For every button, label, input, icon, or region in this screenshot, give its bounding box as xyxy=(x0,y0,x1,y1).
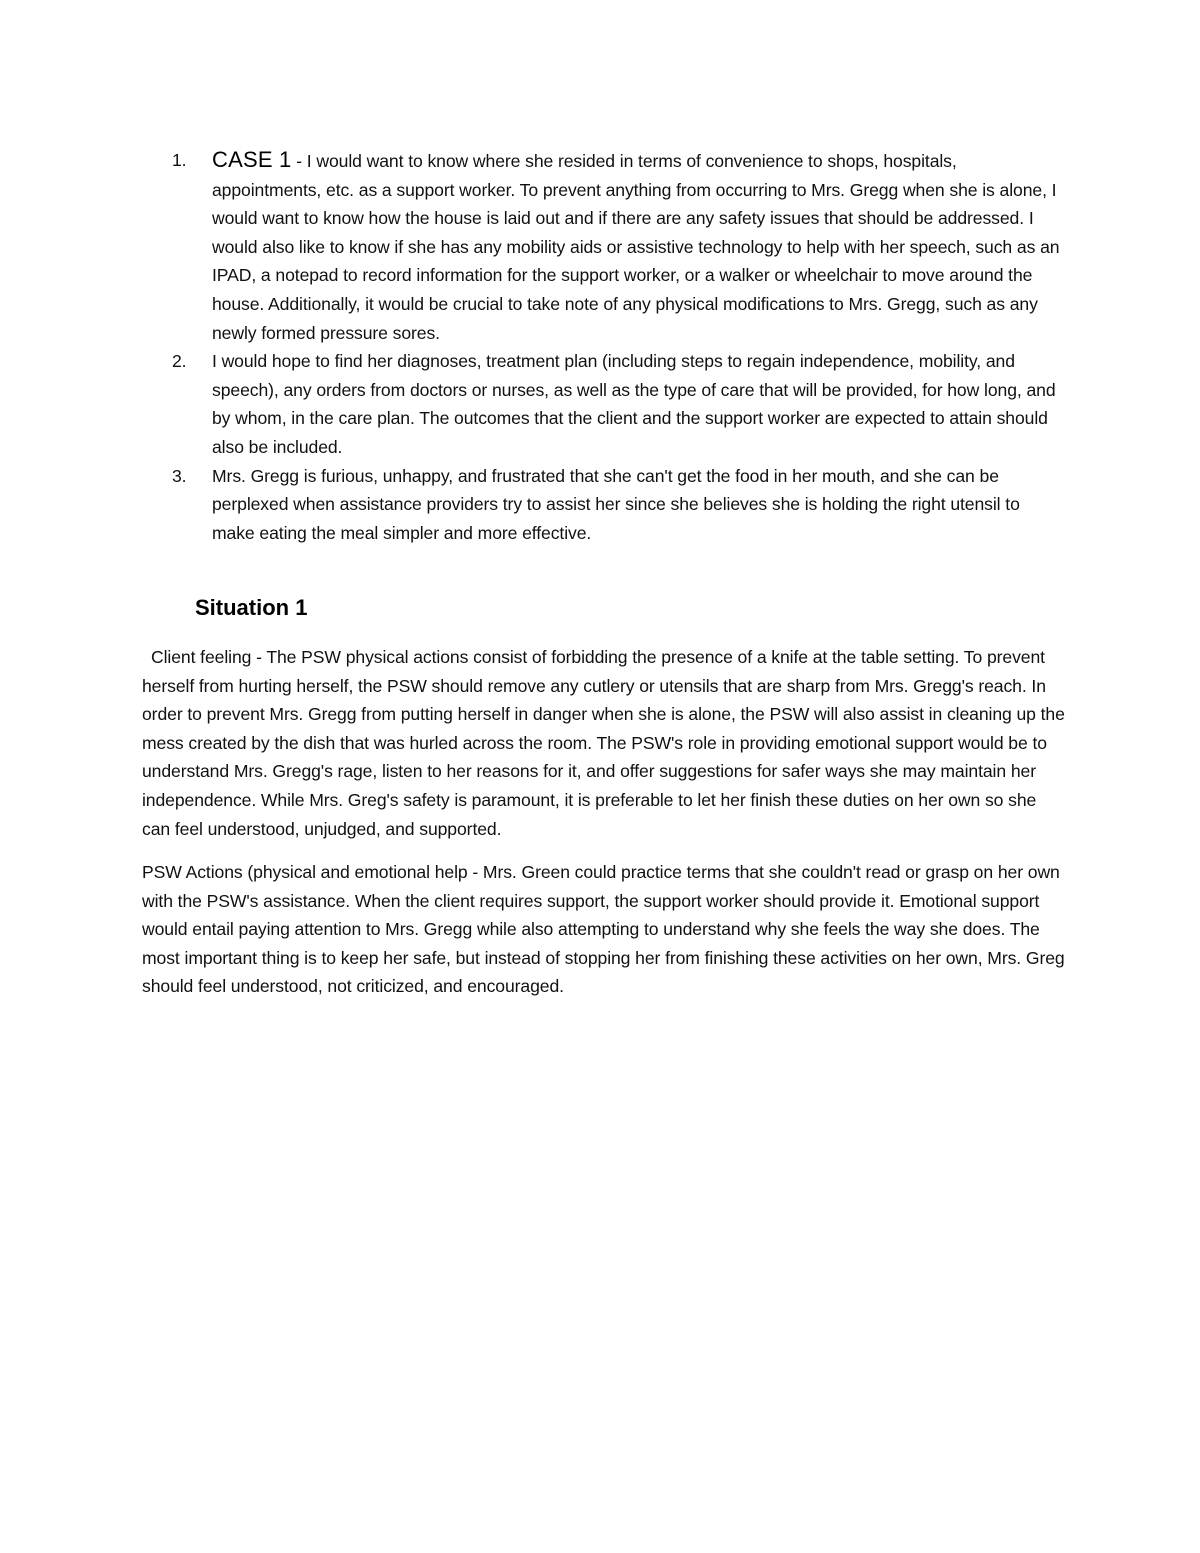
list-number: 3. xyxy=(172,465,187,486)
numbered-list xyxy=(172,146,1067,547)
list-item-2 xyxy=(172,347,1067,461)
list-item-1 xyxy=(172,146,1067,347)
list-item-text: Mrs. Gregg is furious, unhappy, and frustrated that she can't get the food in her mouth, and she can be perplexed when assistance providers try to assist her since she believes she is holding the right utensil to make eating the meal simpler and more effective. xyxy=(212,465,1020,543)
section-heading: Situation 1 xyxy=(195,595,308,620)
paragraph-psw-actions: PSW Actions (physical and emotional help - Mrs. Green could practice terms that she couldn't read or grasp on her own with the PSW's assistance. When the client requires support, the support worker should provide it. Emotional support would entail paying attention to Mrs. Gregg while also attempting to understand why she feels the way she does. The most important thing is to keep her safe, but instead of stopping her from finishing these activities on her own, Mrs. Greg should feel understood, not criticized, and encouraged. xyxy=(142,862,1065,997)
list-item-text: I would hope to find her diagnoses, treatment plan (including steps to regain independence, mobility, and speech), any orders from doctors or nurses, as well as the type of care that will be provided, for how long, and by whom, in the care plan. The outcomes that the client and the support worker are expected to attain should also be included. xyxy=(212,351,1056,457)
list-number: 2. xyxy=(172,351,187,372)
case-title: CASE 1 xyxy=(212,147,292,172)
paragraph-client-feeling: Client feeling - The PSW physical actions consist of forbidding the presence of a knife at the table setting. To prevent herself from hurting herself, the PSW should remove any cutlery or utensils that are sharp from Mrs. Gregg's reach. In order to prevent Mrs. Gregg from putting herself in danger when she is alone, the PSW will also assist in cleaning up the mess created by the dish that was hurled across the room. The PSW's role in providing emotional support would be to understand Mrs. Gregg's rage, listen to her reasons for it, and offer suggestions for safer ways she may maintain her independence. While Mrs. Greg's safety is paramount, it is preferable to let her finish these duties on her own so she can feel understood, unjudged, and supported. xyxy=(142,647,1065,839)
list-number: 1. xyxy=(172,150,187,170)
list-item-text: - I would want to know where she resided in terms of convenience to shops, hospitals, appointments, etc. as a support worker. To prevent anything from occurring to Mrs. Gregg when she is alone, I would want to know how the house is laid out and if there are any safety issues that should be addressed. I would also like to know if she has any mobility aids or assistive technology to help with her speech, such as an IPAD, a notepad to record information for the support worker, or a walker or wheelchair to move around the house. Additionally, it would be crucial to take note of any physical modifications to Mrs. Gregg, such as any newly formed pressure sores. xyxy=(212,151,1060,343)
list-item-3 xyxy=(172,462,1067,548)
